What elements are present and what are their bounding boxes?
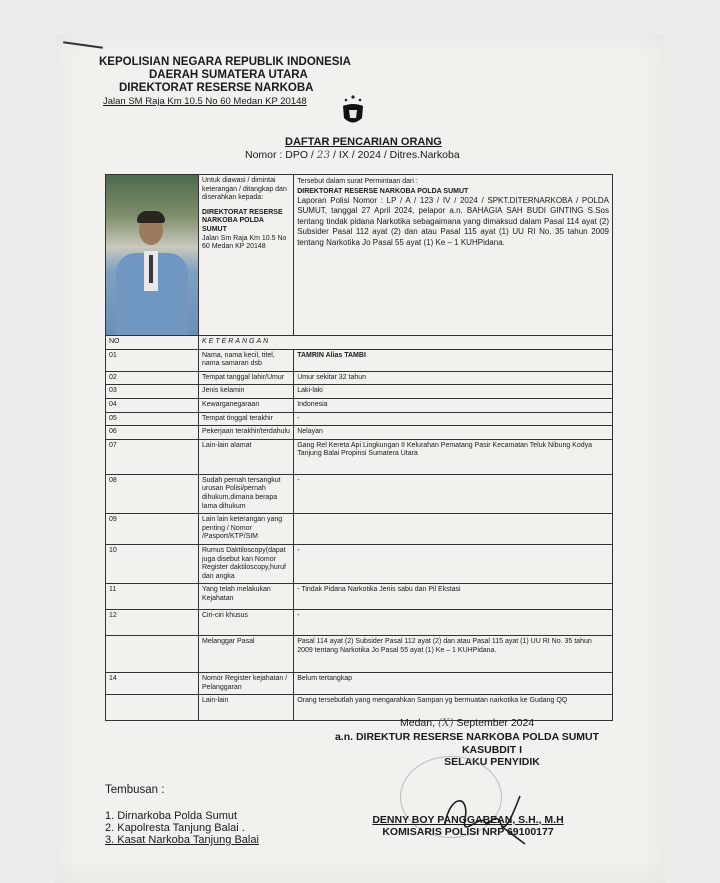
nomor-suffix: / IX / 2024 / Ditres.Narkoba xyxy=(330,149,460,161)
tembusan-item: 2. Kapolresta Tanjung Balai . xyxy=(105,822,245,834)
table-row xyxy=(106,439,613,474)
signatory-line3: SELAKU PENYIDIK xyxy=(444,756,540,768)
row-value: Pasal 114 ayat (2) Subsider Pasal 112 ayat (2) dan atau Pasal 115 ayat (1) UU RI No. 35 tahun 2009 tentang Narkotika Jo Pasal 55 ayat (1) Ke – 1 KUHPidana. xyxy=(294,636,613,673)
row-number: 07 xyxy=(106,439,199,474)
suspect-photo xyxy=(106,175,198,335)
tembusan-heading: Tembusan : xyxy=(105,784,165,796)
table-row xyxy=(106,474,613,513)
header-keterangan: KETERANGAN xyxy=(199,336,613,350)
document-page xyxy=(55,34,665,883)
row-label: Lain-lain xyxy=(199,695,294,721)
row-value: - xyxy=(294,412,613,426)
recipient-cell xyxy=(199,175,294,336)
pen-mark xyxy=(63,41,103,49)
table-row xyxy=(106,695,613,721)
nomor-handwritten: 23 xyxy=(316,149,331,161)
tembusan-block xyxy=(105,784,259,846)
row-label: Kewarganegaraan xyxy=(199,398,294,412)
place-date-day: (X) xyxy=(437,717,454,729)
row-number: 12 xyxy=(106,610,199,636)
row-label: Pekerjaan terakhir/terdahulu xyxy=(199,426,294,440)
table-row xyxy=(106,426,613,440)
table-row xyxy=(106,398,613,412)
row-label: Nomor Register kejahatan / Pelanggaran xyxy=(199,673,294,695)
row-value: - xyxy=(294,610,613,636)
place-date xyxy=(400,717,534,729)
letterhead xyxy=(99,56,351,108)
letterhead-line2: DAERAH SUMATERA UTARA xyxy=(149,69,308,81)
row-label: Tempat tinggal terakhir xyxy=(199,412,294,426)
row-number: 09 xyxy=(106,514,199,545)
row-number: 10 xyxy=(106,544,199,583)
table-row xyxy=(106,610,613,636)
row-number: 01 xyxy=(106,349,199,371)
row-value: Nelayan xyxy=(294,426,613,440)
table-row xyxy=(106,584,613,610)
row-number: 02 xyxy=(106,371,199,385)
table-row xyxy=(106,544,613,583)
instruction-text: Untuk diawasi / dimintai keterangan / ditangkap dan diserahkan kepada: xyxy=(202,177,287,202)
place-date-prefix: Medan, xyxy=(400,717,438,729)
row-number: 14 xyxy=(106,673,199,695)
row-value: - xyxy=(294,544,613,583)
source-cell xyxy=(294,175,613,336)
row-value xyxy=(294,514,613,545)
signatory-line2: KASUBDIT I xyxy=(461,743,523,756)
table-header-row xyxy=(106,336,613,350)
row-label: Rumus Daktiloscopy(dapat juga disebut kan Nomor Register daktiloscopy,huruf dan angka xyxy=(199,544,294,583)
source-name: DIREKTORAT RESERSE NARKOBA POLDA SUMUT xyxy=(297,187,469,195)
row-value: Laki-laki xyxy=(294,385,613,399)
table-row xyxy=(106,514,613,545)
row-label: Jenis kelamin xyxy=(199,385,294,399)
row-value: Belum tertangkap xyxy=(294,673,613,695)
row-value: Gang Rel Kereta Api Lingkungan II Kelurahan Pematang Pasir Kecamatan Teluk Nibung Kodya Tanjung Balai Propinsi Sumatera Utara xyxy=(294,439,613,474)
table-row xyxy=(106,673,613,695)
source-label: Tersebut dalam surat Permintaan dari : xyxy=(297,178,418,185)
document-number xyxy=(245,149,460,161)
official-name: DENNY BOY PANGGABEAN, S.H., M.H xyxy=(372,814,564,826)
nomor-prefix: Nomor : DPO / xyxy=(245,149,317,161)
row-label: Nama, nama kecil, titel, nama samaran dsb xyxy=(199,349,294,371)
row-label: Ciri-ciri khusus xyxy=(199,610,294,636)
row-number: 03 xyxy=(106,385,199,399)
signatory-line1: a.n. DIREKTUR RESERSE NARKOBA POLDA SUMUT xyxy=(334,731,600,743)
row-label: Yang telah melakukan Kejahatan xyxy=(199,584,294,610)
row-label: Lain-lain alamat xyxy=(199,439,294,474)
table-row xyxy=(106,636,613,673)
official-rank: KOMISARIS POLISI NRP 69100177 xyxy=(382,826,554,838)
table-row xyxy=(106,349,613,371)
table-row xyxy=(106,412,613,426)
row-number xyxy=(106,636,199,673)
row-value: TAMRIN Alias TAMBI xyxy=(294,349,613,371)
row-number: 11 xyxy=(106,584,199,610)
row-number xyxy=(106,695,199,721)
row-value: Umur sekitar 32 tahun xyxy=(294,371,613,385)
recipient-address: Jalan Sm Raja Km 10.5 No 60 Medan KP 20148 xyxy=(202,234,287,251)
wanted-person-table xyxy=(105,174,613,721)
letterhead-line1: KEPOLISIAN NEGARA REPUBLIK INDONESIA xyxy=(99,56,351,68)
row-value: Indonesia xyxy=(294,398,613,412)
report-text: Laporan Polisi Nomor : LP / A / 123 / IV / 2024 / SPKT.DITERNARKOBA / POLDA SUMUT, tanggal 27 April 2024, pelapor a.n. BAHAGIA SAH BUDI GINTING S.Sos tentang tindak pidana Narkotika sebagaimana yang dimaksud dalam Pasal 114 ayat (2) Subsider Pasal 112 ayat (2) dan atau Pasal 115 ayat (1) UU RI No. 35 tahun 2009 tentang Narkotika Jo Pasal 55 ayat (1) Ke – 1 KUHPidana. xyxy=(297,195,609,247)
row-value: - Tindak Pidana Narkotika Jenis sabu dan Pil Ekstasi xyxy=(294,584,613,610)
row-label: Lain lain keterangan yang penting / Nomor /Pasport/KTP/SIM xyxy=(199,514,294,545)
top-bar xyxy=(0,0,720,34)
document-title: DAFTAR PENCARIAN ORANG xyxy=(285,136,442,148)
intro-row xyxy=(106,175,613,336)
row-label: Sudah pernah tersangkut urusan Polisi/pernah dihukum,dimana berapa lama dihukum xyxy=(199,474,294,513)
table-row xyxy=(106,385,613,399)
letterhead-line3: DIREKTORAT RESERSE NARKOBA xyxy=(119,82,314,94)
header-no: NO xyxy=(106,336,199,350)
row-label: Melanggar Pasal xyxy=(199,636,294,673)
tembusan-item: 1. Dirnarkoba Polda Sumut xyxy=(105,810,238,822)
row-number: 06 xyxy=(106,426,199,440)
row-number: 08 xyxy=(106,474,199,513)
recipient-name: DIREKTORAT RESERSE NARKOBA POLDA SUMUT xyxy=(202,208,283,233)
row-value: - xyxy=(294,474,613,513)
tembusan-item: 3. Kasat Narkoba Tanjung Balai xyxy=(105,834,259,846)
photo-cell xyxy=(106,175,199,336)
police-emblem-icon xyxy=(340,94,366,128)
row-number: 05 xyxy=(106,412,199,426)
table-row xyxy=(106,371,613,385)
official-name-block xyxy=(353,814,583,838)
letterhead-address: Jalan SM Raja Km 10.5 No 60 Medan KP 20148 xyxy=(103,96,307,107)
row-label: Tempat tanggal lahir/Umur xyxy=(199,371,294,385)
place-date-suffix: September 2024 xyxy=(453,717,535,729)
row-number: 04 xyxy=(106,398,199,412)
row-value: Orang tersebutlah yang mengarahkan Sampan yg bermuatan narkotika ke Gudang QQ xyxy=(294,695,613,721)
